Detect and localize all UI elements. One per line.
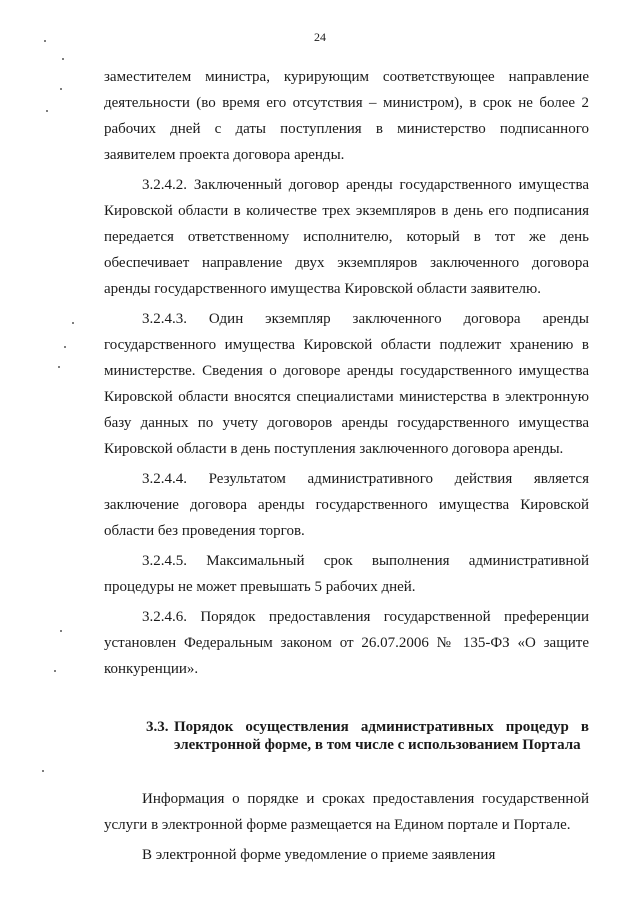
paragraph: Информация о порядке и сроках предоставления государственной услуги в электронной форме размещается на Едином портале и Портале. <box>104 791 589 833</box>
section-title: Порядок осуществления административных процедур в электронной форме, в том числе с использованием Портала <box>174 719 589 753</box>
paragraph: 3.2.4.3. Один экземпляр заключенного договора аренды государственного имущества Кировской области подлежит хранению в министерстве. Сведения о договоре аренды государственного имущества Кировской области вносятся специалистами министерства в электронную базу данных по учету договоров аренды государственного имущества Кировской области в день поступления заключенного договора аренды. <box>104 311 589 457</box>
scan-speck <box>44 40 46 42</box>
paragraph: В электронной форме уведомление о приеме заявления <box>142 847 496 863</box>
scan-speck <box>60 88 62 90</box>
paragraph: 3.2.4.2. Заключенный договор аренды государственного имущества Кировской области в количестве трех экземпляров в день его подписания передается ответственному исполнителю, который в тот же день обеспечивает направление двух экземпляров заключенного договора аренды государственного имущества Кировской области заявителю. <box>104 177 589 297</box>
paragraph: 3.2.4.5. Максимальный срок выполнения административной процедуры не может превышать 5 рабочих дней. <box>104 553 589 595</box>
section-heading <box>104 718 589 754</box>
scan-speck <box>42 770 44 772</box>
paragraph: 3.2.4.4. Результатом административного действия является заключение договора аренды государственного имущества Кировской области без проведения торгов. <box>104 471 589 539</box>
page-number: 24 <box>314 30 326 44</box>
scan-speck <box>60 630 62 632</box>
document-body <box>104 64 589 868</box>
scan-speck <box>62 58 64 60</box>
scan-speck <box>58 366 60 368</box>
scan-speck <box>46 110 48 112</box>
scan-speck <box>64 346 66 348</box>
scan-speck <box>72 322 74 324</box>
section-number: 3.3. <box>146 719 169 735</box>
paragraph: заместителем министра, курирующим соответствующее направление деятельности (во время его отсутствия – министром), в срок не более 2 рабочих дней с даты поступления в министерство подписанного заявителем проекта договора аренды. <box>104 69 589 163</box>
paragraph: 3.2.4.6. Порядок предоставления государственной преференции установлен Федеральным законом от 26.07.2006 № 135-ФЗ «О защите конкуренции». <box>104 609 589 677</box>
scan-speck <box>54 670 56 672</box>
